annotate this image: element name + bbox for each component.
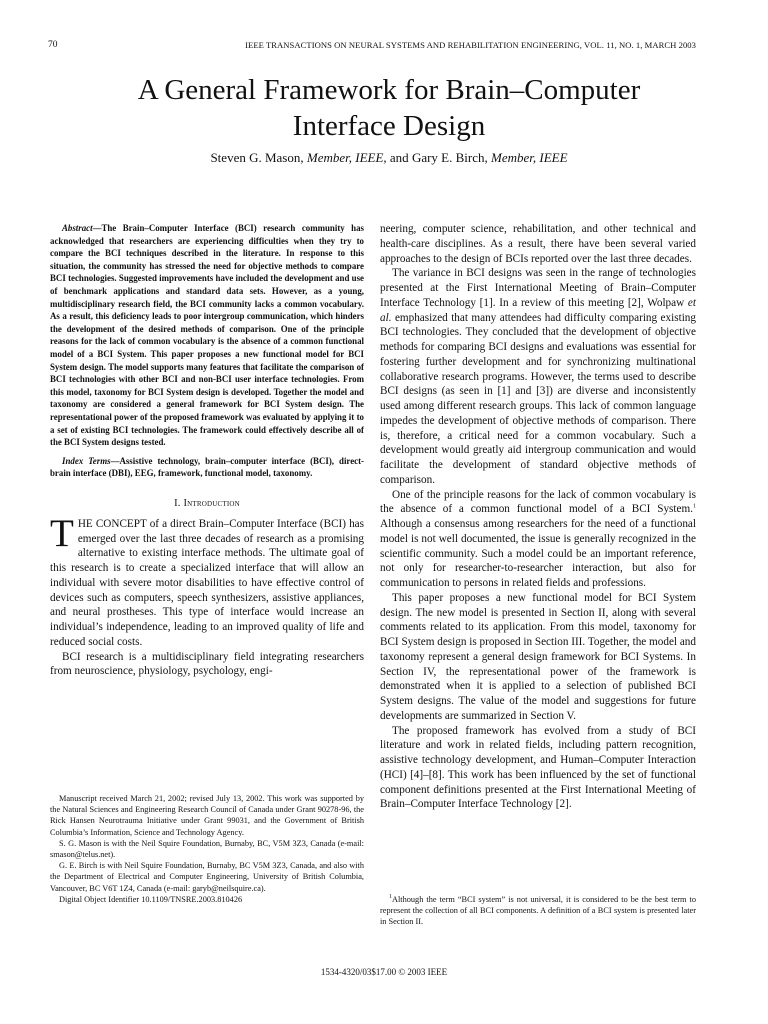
author-name: Steven G. Mason — [210, 150, 301, 165]
intro-paragraph — [50, 511, 364, 650]
footnote-doi: Digital Object Identifier 10.1109/TNSRE.2003.810426 — [59, 894, 243, 904]
body-paragraph: neering, computer science, rehabilitation, and other technical and health-care disciplines. As a result, there have been several varied approaches to the design of BCIs reported over the last three decades. — [380, 223, 696, 265]
running-head: IEEE TRANSACTIONS ON NEURAL SYSTEMS AND REHABILITATION ENGINEERING, VOL. 11, NO. 1, MARCH 2003 — [245, 40, 696, 50]
left-footnotes — [50, 793, 364, 905]
intro-paragraph-text: of a direct Brain–Computer Interface (BCI) has emerged over the last three decades of research as a promising alternative to existing interface methods. The ultimate goal of this research is to create a specialized interface that will allow an individual with severe motor disabilities to have effective control of devices such as computers, speech synthesizers, assistive appliances, and neural prostheses. This type of interface would increase an individual’s independence, leading to an improved quality of life and reduced social costs. — [50, 517, 364, 648]
footnote-manuscript: Manuscript received March 21, 2002; revised July 13, 2002. This work was supported by the Natural Sciences and Engineering Research Council of Canada under Grant 90278-96, the Rick Hansen Neurotrauma Initiative under Grant 99031, and the Government of British Columbia’s Information, Science and Technology Agency. — [50, 794, 364, 837]
authors-line: Steven G. Mason, Member, IEEE, and Gary E. Birch, Member, IEEE — [210, 150, 568, 165]
title-line-2: Interface Design — [292, 110, 486, 142]
intro-opening-caps: HE CONCEPT — [77, 517, 147, 530]
footnote-author-birch: G. E. Birch is with Neil Squire Foundation, Burnaby, BC V5M 3Z3, Canada, and also with the Department of Electrical and Computer Engineering, University of British Columbia, Vancouver, BC V6T 1Z4, Canada (e-mail: garyb@neilsquire.ca). — [50, 861, 364, 893]
body-paragraph: One of the principle reasons for the lack of common vocabulary is the absence of a common functional model of a BCI System.$^1$ Although a consensus among researchers for the need of a functional model is not well documented, the issue is generally recognized in the scientific community. Such a model could be an important reference, not only for researcher-to-researcher interaction, but also for communication to persons in related fields and professions. — [380, 488, 696, 589]
body-paragraph: BCI research is a multidisciplinary field integrating researchers from neuroscience, physiology, psychology, engi- — [50, 650, 364, 678]
copyright-line: 1534-4320/03$17.00 © 2003 IEEE — [320, 967, 448, 977]
right-column — [380, 222, 696, 812]
body-paragraph: The proposed framework has evolved from a study of BCI literature and work in related fields, including pattern recognition, assistive technology development, and Human–Computer Interaction (HCI) [4]–[8]. This work has been influenced by the set of functional component definitions presented at the First International Meeting of Brain–Computer Interface Technology [2]. — [380, 724, 696, 811]
index-terms — [50, 455, 364, 480]
abstract — [50, 222, 364, 449]
index-terms-text: —Assistive technology, brain–computer interface (BCI), direct-brain interface (DBI), EEG, framework, functional model, taxonomy. — [50, 455, 364, 479]
section-heading: I. Introduction — [174, 497, 240, 509]
abstract-text: —The Brain–Computer Interface (BCI) research community has acknowledged that researchers are experiencing difficulties when they try to compare the BCI techniques described in the literature. In response to this situation, the community has stressed the need for objective methods to compare BCI technologies. Suggested improvements have included the development and use of benchmark applications and standard data sets. However, as a young, multidisciplinary research field, the BCI community lacks a common vocabulary. As a result, this deficiency leads to poor intergroup communication, which hinders the development of the desired methods of comparison. One of the principle reasons for the lack of common vocabulary is the absence of a common functional model of a BCI System. This paper proposes a new functional model for BCI System design. The model supports many features that facilitate the comparison of BCI technologies with other BCI and non-BCI user interface technologies. From this model, taxonomy for BCI System design is developed. Together the model and taxonomy are considered a general framework for BCI System design. The representational power of the proposed framework was evaluated by applying it to a set of existing BCI technologies. The framework could effectively describe all of the BCI System designs tested. — [50, 223, 364, 448]
left-column — [50, 222, 364, 679]
author-role: Member, IEEE — [491, 150, 568, 165]
footnote-author-mason: S. G. Mason is with the Neil Squire Foundation, Burnaby, BC, V5M 3Z3, Canada (e-mail: smason@telus.net). — [50, 838, 364, 860]
drop-cap: T — [50, 511, 74, 555]
section-title: Introduction — [183, 497, 240, 509]
footnote-marker: 1 — [389, 894, 392, 901]
footnote-marker: 1 — [693, 503, 696, 510]
author-role: Member, IEEE, — [306, 150, 387, 165]
footnote-text: Although the term “BCI system” is not universal, it is considered to be the best term to represent the collection of all BCI components. A definition of a BCI system is presented later in Section II. — [380, 895, 696, 927]
author-name: Gary E. Birch — [411, 150, 485, 165]
paper-title — [60, 72, 718, 144]
title-line-1: A General Framework for Brain–Computer — [137, 74, 641, 106]
body-paragraph: This paper proposes a new functional model for BCI System design. The new model is presented in Section II, along with several comments related to its application. From this model, taxonomy for BCI System design is proposed in Section III. Together, the model and taxonomy represent a general design framework for BCI Systems. In Section IV, the representational power of the framework is demonstrated when it is applied to a selection of published BCI System designs. The value of the model and suggestions for future developments are summarized in Section V. — [380, 591, 696, 722]
right-footnote — [380, 894, 696, 928]
body-paragraph: The variance in BCI designs was seen in the range of technologies presented at the First International Meeting of Brain–Computer Interface Technology [1]. In a review of this meeting [2], Wolpaw et al. emphasized that many attendees had difficulty comparing existing BCI technologies. They concluded that the development of objective methods for comparing BCI designs and evaluations was essential for fostering further development and for synchronizing multinational collaborative research programs. However, the terms used to describe BCI designs (as seen in [1] and [3]) are diverse and inconsistently used among different research groups. This lack of common language impedes the development of objective methods of comparison. There is, therefore, a critical need for a common vocabulary. Such a development would greatly aid intergroup communication and would facilitate the development of standard objective methods of comparison. — [380, 267, 696, 486]
index-terms-lead: Index Terms — [62, 455, 111, 466]
abstract-lead: Abstract — [62, 223, 93, 233]
author-conjunction: and — [389, 150, 409, 165]
page-number: 70 — [48, 40, 58, 50]
